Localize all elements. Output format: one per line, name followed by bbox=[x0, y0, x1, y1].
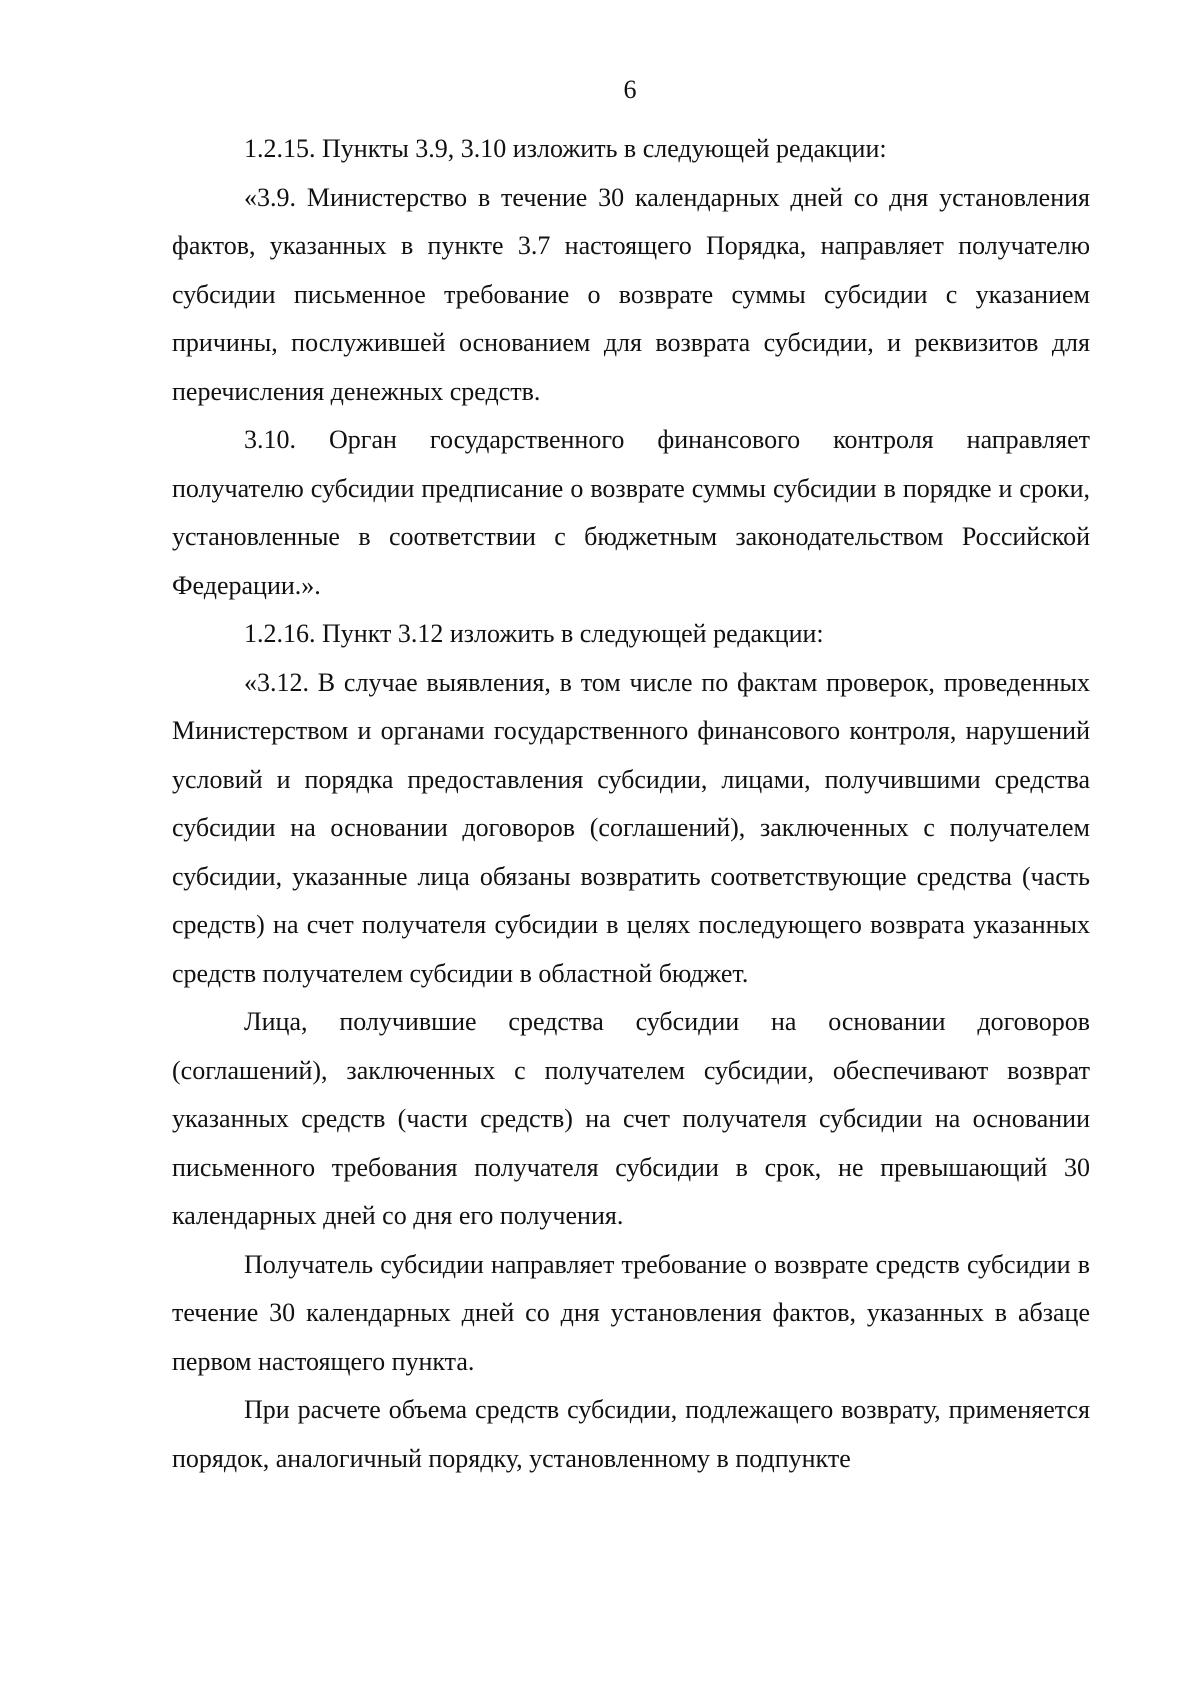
paragraph-1-2-16: 1.2.16. Пункт 3.12 изложить в следующей редакции: bbox=[244, 619, 824, 648]
document-body bbox=[172, 125, 1090, 1483]
paragraph-1-2-15: 1.2.15. Пункты 3.9, 3.10 изложить в следующей редакции: bbox=[244, 134, 887, 163]
page-number: 6 bbox=[623, 75, 637, 104]
paragraph-recipients-return: Лица, получившие средства субсидии на основании договоров (соглашений), заключенных с получателем субсидии, обеспечивают возврат указанных средств (части средств) на счет получателя субсидии на основании письменного требования получателя субсидии в срок, не превышающий 30 календарных дней со дня его получения. bbox=[172, 1007, 1090, 1230]
paragraph-calculation: При расчете объема средств субсидии, подлежащего возврату, применяется порядок, аналогичный порядку, установленному в подпункте bbox=[172, 1395, 1090, 1473]
paragraph-return-request: Получатель субсидии направляет требование о возврате средств субсидии в течение 30 календарных дней со дня установления фактов, указанных в абзаце первом настоящего пункта. bbox=[172, 1249, 1090, 1376]
paragraph-3-10: 3.10. Орган государственного финансового контроля направляет получателю субсидии предписание о возврате суммы субсидии в порядке и сроки, установленные в соответствии с бюджетным законодательством Российской Федерации.». bbox=[172, 425, 1090, 600]
paragraph-3-9: «3.9. Министерство в течение 30 календарных дней со дня установления фактов, указанных в пункте 3.7 настоящего Порядка, направляет получателю субсидии письменное требование о возврате суммы субсидии с указанием причины, послужившей основанием для возврата субсидии, и реквизитов для перечисления денежных средств. bbox=[172, 182, 1090, 406]
paragraph-3-12: «3.12. В случае выявления, в том числе по фактам проверок, проведенных Министерством и органами государственного финансового контроля, нарушений условий и порядка предоставления субсидии, лицами, получившими средства субсидии на основании договоров (соглашений), заключенных с получателем субсидии, указанные лица обязаны возвратить соответствующие средства (часть средств) на счет получателя субсидии в целях последующего возврата указанных средств получателем субсидии в областной бюджет. bbox=[172, 667, 1090, 988]
